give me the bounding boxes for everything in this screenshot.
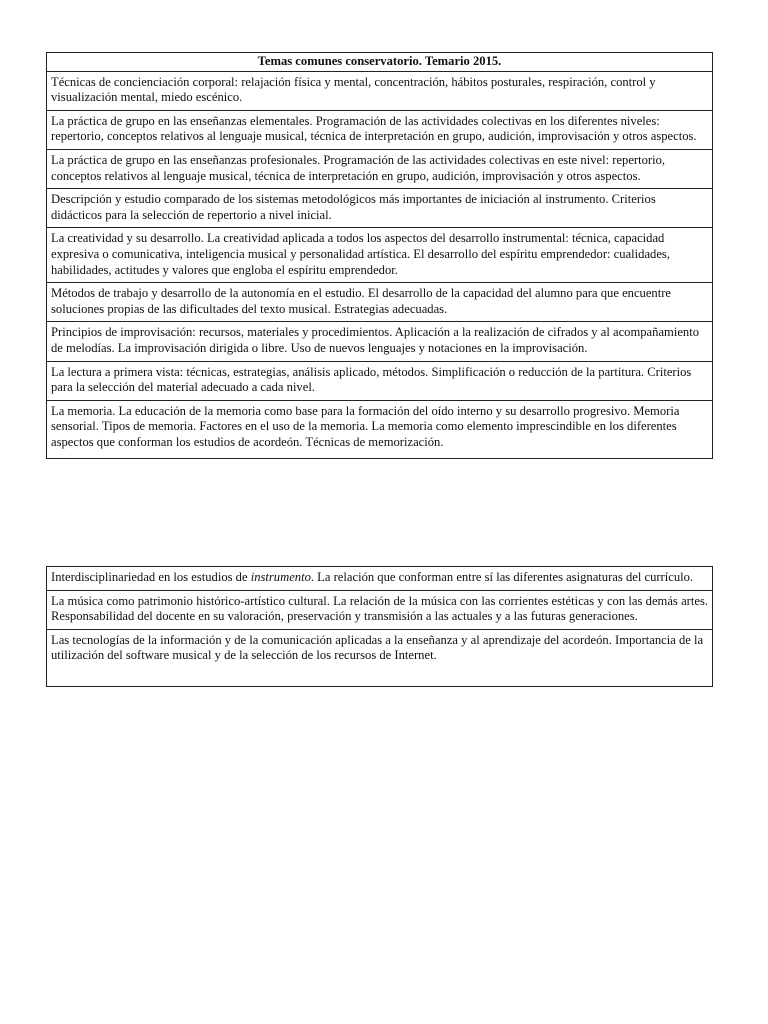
- topic-methodological-systems: Descripción y estudio comparado de los sistemas metodológicos más importantes de iniciación al instrumento. Criterios didácticos para la selección de repertorio a nivel inicial.: [47, 189, 713, 228]
- table-row: [47, 400, 713, 458]
- topic-study-autonomy: Métodos de trabajo y desarrollo de la autonomía en el estudio. El desarrollo de la capacidad del alumno para que encuentre soluciones propias de las dificultades del texto musical. Estrategias adecuadas.: [47, 283, 713, 322]
- topic-group-practice-professional: La práctica de grupo en las enseñanzas profesionales. Programación de las actividades colectivas en este nivel: repertorio, conceptos relativos al lenguaje musical, técnica de interpretación en grupo, audición, improvisación y otros aspectos.: [47, 149, 713, 188]
- topics-table-main: [46, 52, 713, 459]
- topic-group-practice-elementary: La práctica de grupo en las enseñanzas elementales. Programación de las actividades colectivas en los diferentes niveles: repertorio, conceptos relativos al lenguaje musical, técnica de interpretación en grupo, audición, improvisación y otros aspectos.: [47, 110, 713, 149]
- table-title: Temas comunes conservatorio. Temario 2015.: [47, 53, 713, 72]
- topic-sight-reading: La lectura a primera vista: técnicas, estrategias, análisis aplicado, métodos. Simplificación o reducción de la partitura. Criterios para la selección del material adecuado a cada nivel.: [47, 361, 713, 400]
- table-row: [47, 189, 713, 228]
- topic-body-awareness: Técnicas de concienciación corporal: relajación física y mental, concentración, hábitos posturales, respiración, control y visualización mental, miedo escénico.: [47, 71, 713, 110]
- table-row: [47, 110, 713, 149]
- table-row: [47, 228, 713, 283]
- table-row: [47, 149, 713, 188]
- topic-ict: Las tecnologías de la información y de la comunicación aplicadas a la enseñanza y al aprendizaje del acordeón. Importancia de la utilización del software musical y de la selección de los recursos de Internet.: [47, 629, 713, 686]
- table-row: [47, 322, 713, 361]
- table-row: [47, 71, 713, 110]
- table-row: [47, 361, 713, 400]
- topic-creativity: La creatividad y su desarrollo. La creatividad aplicada a todos los aspectos del desarrollo instrumental: técnica, capacidad expresiva o comunicativa, inteligencia musical y personalidad artística. El desarrollo del espíritu emprendedor: cualidades, habilidades, actitudes y valores que engloba el espíritu emprendedor.: [47, 228, 713, 283]
- topic-interdisciplinarity-text-end: . La relación que conforman entre sí las diferentes asignaturas del currículo.: [310, 570, 694, 584]
- table-row: [47, 283, 713, 322]
- table-row: [47, 629, 713, 686]
- topic-interdisciplinarity-text-start: Interdisciplinariedad en los estudios de: [51, 570, 251, 584]
- topic-improvisation: Principios de improvisación: recursos, materiales y procedimientos. Aplicación a la realización de cifrados y al acompañamiento de melodías. La improvisación dirigida o libre. Uso de nuevos lenguajes y notaciones en la improvisación.: [47, 322, 713, 361]
- topic-interdisciplinarity: [47, 567, 713, 591]
- table-row: [47, 590, 713, 629]
- table-row: [47, 567, 713, 591]
- topic-interdisciplinarity-italic: instrumento: [250, 570, 311, 584]
- table-title-row: [47, 53, 713, 72]
- topics-table-secondary: [46, 566, 713, 687]
- topic-music-heritage: La música como patrimonio histórico-artístico cultural. La relación de la música con las corrientes estéticas y con las demás artes. Responsabilidad del docente en su valoración, preservación y transmisión a las actuales y a las futuras generaciones.: [47, 590, 713, 629]
- topic-memory: La memoria. La educación de la memoria como base para la formación del oído interno y su desarrollo progresivo. Memoria sensorial. Tipos de memoria. Factores en el uso de la memoria. La memoria como elemento imprescindible en los diferentes aspectos que conforman los estudios de acordeón. Técnicas de memorización.: [47, 400, 713, 458]
